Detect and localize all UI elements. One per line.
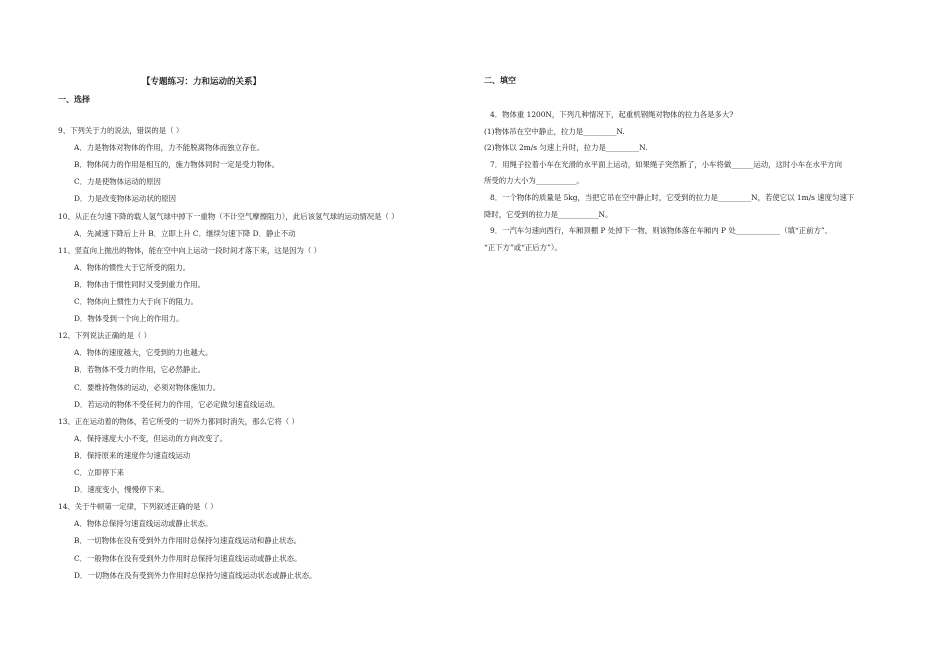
fill-question-line: 8．一个物体的质量是 5kg，当把它吊在空中静止时，它受到的拉力是_________N，若使它以 1m/s 速度匀速下 [490,193,855,202]
question-option: B．物体间力的作用是相互的，施力物体同时一定是受力物体。 [74,160,279,170]
question-option: D．若运动的物体不受任何力的作用，它必定做匀速直线运动。 [74,399,280,409]
question-line: 12、下列说法正确的是（ ） [58,331,152,341]
fill-question-line: (2)物体以 2m/s 匀速上升时，拉力是_________N. [484,143,648,153]
question-line: 13、正在运动着的物体，若它所受的一切外力都同时消失，那么它将（ ） [58,416,299,426]
question-line: 11、竖直向上抛出的物体，能在空中向上运动一段时间才落下来，这是因为（ ） [58,245,322,255]
question-option: D．物体受到一个向上的作用力。 [74,314,184,324]
question-option: A．保持速度大小不变，但运动的方向改变了。 [74,433,228,443]
question-option: B．保持原来的速度作匀速直线运动 [74,450,191,460]
question-line: 14、关于牛顿第一定律，下列叙述正确的是（ ） [58,502,218,512]
section-heading-choice: 一、选择 [58,95,90,104]
question-line: 10、从正在匀速下降的载人氢气球中掉下一重物（不计空气摩擦阻力），此后该氢气球的运动情况是（ ） [58,211,399,221]
question-option: D．速度变小，慢慢停下来。 [74,485,169,495]
question-option: D．力是改变物体运动状的原因 [74,194,177,204]
question-option: A．先减速下降后上升 B．立即上升 C．继续匀速下降 D．静止不动 [74,228,296,238]
question-option: B．一切物体在没有受到外力作用时总保持匀速直线运动和静止状态。 [74,536,302,546]
question-option: A．物体总保持匀速直线运动或静止状态。 [74,519,213,529]
question-option: C．物体向上惯性力大于向下的阻力。 [74,297,198,306]
question-option: C．立即停下来 [74,468,124,477]
fill-question-line: 7．用绳子拉着小车在光滑的水平面上运动，如果绳子突然断了，小车将做______运动，这时小车在水平方向 [490,159,843,169]
question-option: C．一般物体在没有受到外力作用时总保持匀速直线运动或静止状态。 [74,553,302,563]
question-option: A．物体的速度越大，它受到的力也越大。 [74,348,213,358]
page-title: 【专题练习：力和运动的关系】 [142,77,262,87]
section-heading-fill: 二、填空 [484,76,516,85]
question-line: 9、下列关于力的说法，错误的是（ ） [58,126,184,135]
question-option: C．力是使物体运动的原因 [74,177,161,187]
fill-question-line: “正下方”或“正后方”）。 [484,242,562,252]
fill-question-line: 9．一汽车匀速向西行，车厢顶棚 P 处掉下一物，则该物体落在车厢内 P 处____________（填“正前方”、 [490,226,833,236]
fill-question-line: (1)物体吊在空中静止，拉力是_________N. [484,126,625,136]
question-option: D．一切物体在没有受到外力作用时总保持匀速直线运动状态或静止状态。 [74,570,317,580]
question-option: A．物体的惯性大于它所受的阻力。 [74,262,191,272]
question-option: B．若物体不受力的作用，它必然静止。 [74,365,206,375]
fill-question-line: 降时，它受到的拉力是___________N。 [484,209,613,219]
question-option: C．要维持物体的运动，必须对物体施加力。 [74,382,221,392]
fill-question-line: 所受的力大小为___________。 [484,176,584,186]
fill-question-line: 4．物体重 1200N，下列几种情况下，起重机钢绳对物体的拉力各是多大? [490,110,734,119]
question-option: B．物体由于惯性同时又受到重力作用。 [74,279,206,289]
question-option: A．力是物体对物体的作用，力不能脱离物体而独立存在。 [74,143,265,153]
